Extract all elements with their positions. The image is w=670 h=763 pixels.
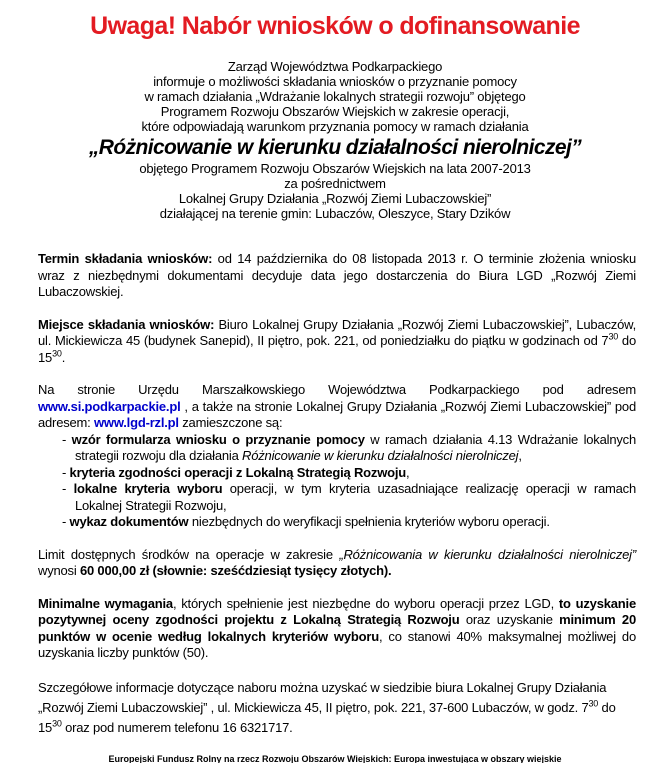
intro-line: Programem Rozwoju Obszarów Wiejskich w zakresie operacji, — [160, 104, 510, 119]
intro-line: Zarząd Województwa Podkarpackiego — [227, 59, 443, 74]
paragraph-minimalne-wymagania: Minimalne wymagania, których spełnienie jest niezbędne do wyboru operacji przez LGD, to uzyskanie pozytywnej oceny zgodności projektu z Lokalną Strategią Rozwoju oraz uzyskanie minimum 20 punktów w ocenie według lokalnych kryteriów wyboru, co stanowi 40% maksymalnej możliwej do uzyskania liczby punktów (50). — [38, 595, 636, 660]
paragraph-szczegolowe-informacje: Szczegółowe informacje dotyczące naboru można uzyskać w siedzibie biura Lokalnej Grupy Działania „Rozwój Ziemi Lubaczowskiej” , ul. Mickiewicza 45, II piętro, pok. 221, 37-600 Lubaczów, w godz. $7^{30}$ do $15^{30}$ oraz pod numerem telefonu 16 6321717. — [38, 679, 616, 735]
bullet-list — [38, 432, 636, 531]
hyperlink[interactable]: www.lgd-rzl.pl — [94, 415, 179, 430]
intro-line: informuje o możliwości składania wniosków o przyznanie pomocy — [153, 74, 517, 89]
bullet-wykaz-dokumentow: - wykaz dokumentów niezbędnych do weryfikacji spełnienia kryteriów wyboru operacji. — [62, 514, 550, 529]
efrrow-footer-note: Europejski Fundusz Rolny na rzecz Rozwoju Obszarów Wiejskich: Europa inwestująca w obszary wiejskie — [108, 753, 562, 763]
page-title: Uwaga! Nabór wniosków o dofinansowanie — [90, 12, 580, 40]
paragraph-termin-skladania: Termin składania wniosków: od 14 października do 08 listopada 2013 r. O terminie złożenia wniosku wraz z niezbędnymi dokumentami decyduje data jego dostarczenia do Biura LGD „Rozwój Ziemi Lubaczowskiej. — [38, 251, 636, 299]
intro-block — [0, 59, 670, 221]
paragraph-miejsce-skladania: Miejsce składania wniosków: Biuro Lokalnej Grupy Działania „Rozwój Ziemi Lubaczowskiej”, Lubaczów, ul. Mickiewicza 45 (budynek Sanepid), II piętro, pok. 221, od poniedziałku do piątku w godzinach od $7^{30}$ do $15^{30}$. — [38, 316, 636, 365]
intro-line: Lokalnej Grupy Działania „Rozwój Ziemi Lubaczowskiej” — [178, 191, 492, 206]
intro-line: w ramach działania „Wdrażanie lokalnych strategii rozwoju” objętego — [144, 89, 526, 104]
document-body — [38, 251, 636, 738]
intro-line: objętego Programem Rozwoju Obszarów Wiejskich na lata 2007-2013 — [139, 161, 531, 176]
paragraph-strony-internetowe: Na stronie Urzędu Marszałkowskiego Województwa Podkarpackiego pod adresem www.si.podkarpackie.pl , a także na stronie Lokalnej Grupy Działania „Rozwój Ziemi Lubaczowskiej” pod adresem: www.lgd-rzl.pl zamieszczone są: — [38, 382, 636, 430]
hyperlink[interactable]: www.si.podkarpackie.pl — [38, 398, 181, 414]
intro-line: działającej na terenie gmin: Lubaczów, Oleszyce, Stary Dzików — [159, 206, 511, 221]
bullet-wzor-formularza: - wzór formularza wniosku o przyznanie pomocy w ramach działania 4.13 Wdrażanie lokalnych strategii rozwoju dla działania Różnicowanie w kierunku działalności nierolniczej, — [62, 431, 636, 463]
intro-line: za pośrednictwem — [284, 176, 386, 191]
program-name-heading: „Różnicowanie w kierunku działalności nierolniczej” — [88, 136, 582, 159]
bullet-lokalne-kryteria: - lokalne kryteria wyboru operacji, w tym kryteria uzasadniające realizację operacji w ramach Lokalnej Strategii Rozwoju, — [62, 481, 636, 513]
bullet-kryteria-zgodnosci: - kryteria zgodności operacji z Lokalną Strategią Rozwoju, — [62, 464, 410, 480]
paragraph-limit-srodkow: Limit dostępnych środków na operacje w zakresie „Różnicowania w kierunku działalności nierolniczej” wynosi 60 000,00 zł (słownie: sześćdziesiąt tysięcy złotych). — [38, 546, 636, 578]
intro-line: które odpowiadają warunkom przyznania pomocy w ramach działania — [141, 119, 529, 134]
